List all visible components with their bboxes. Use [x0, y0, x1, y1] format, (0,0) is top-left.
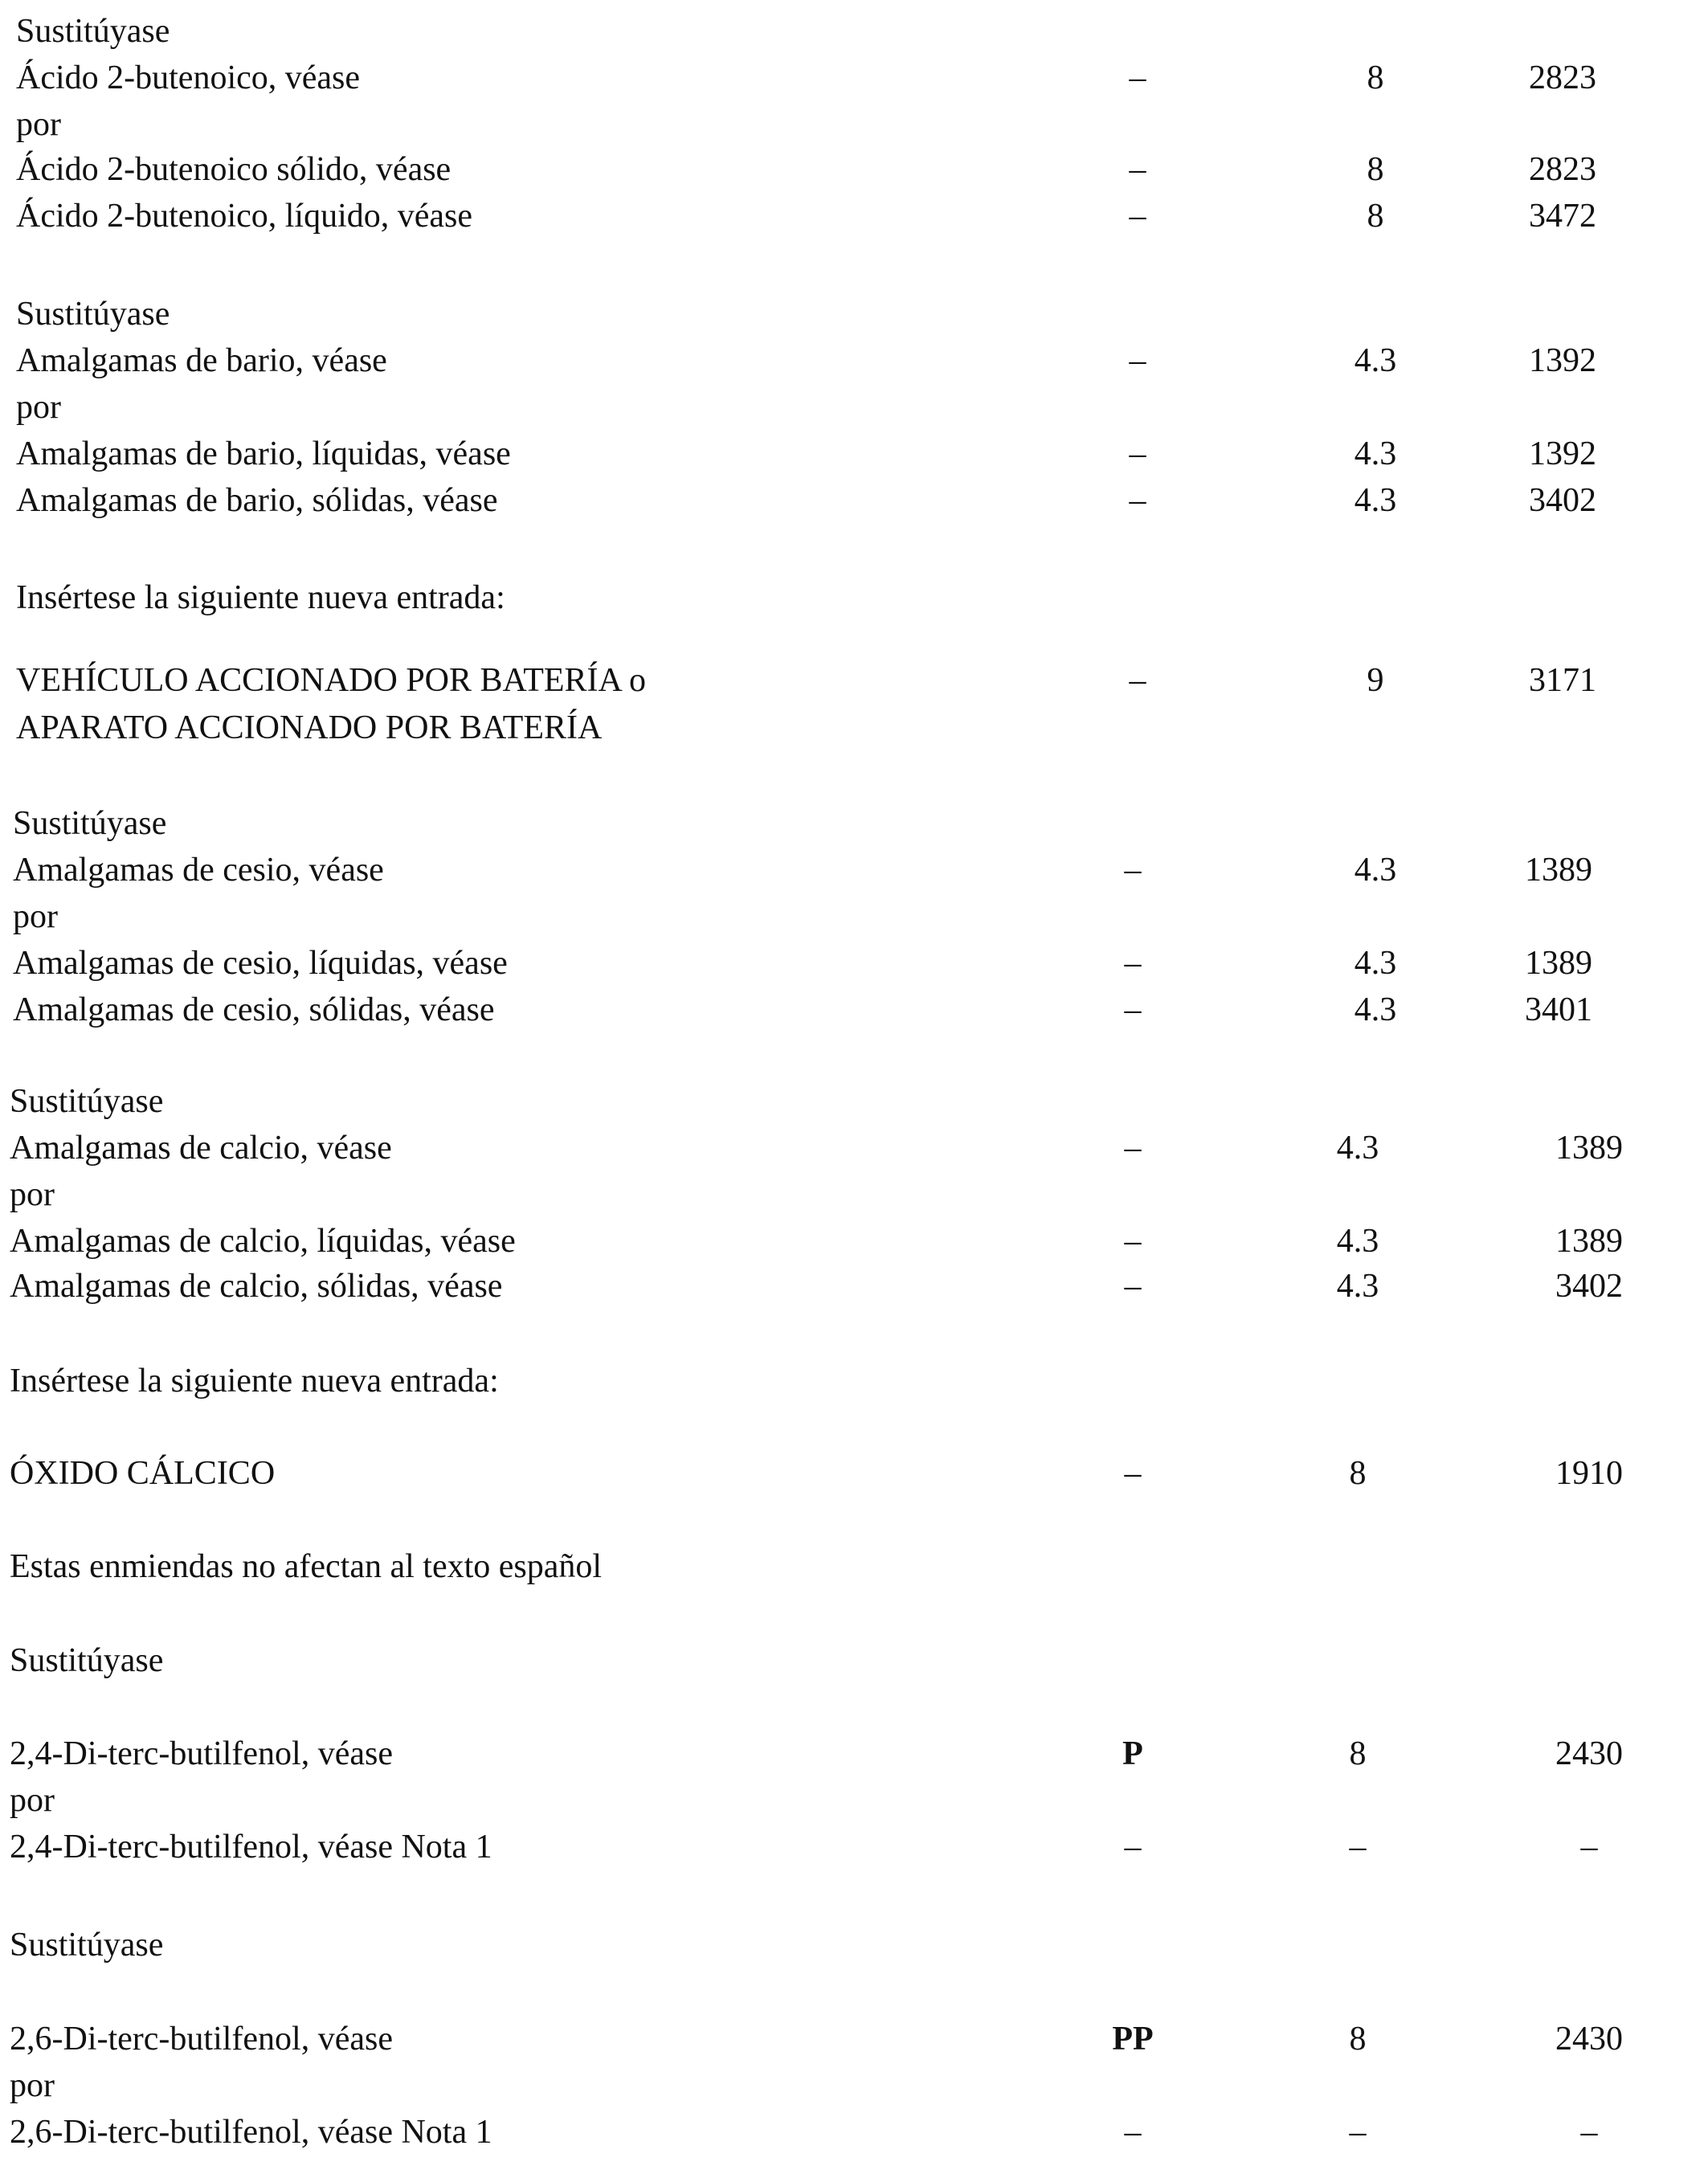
entry-text: 2,6-Di-terc-butilfenol, véase [10, 2021, 393, 2058]
column-mark: PP [1112, 2021, 1154, 2058]
un-number: 2430 [1555, 1735, 1623, 1772]
column-mark: – [1124, 1268, 1142, 1305]
class-number: 4.3 [1336, 1130, 1379, 1167]
entry-text: 2,6-Di-terc-butilfenol, véase Nota 1 [10, 2114, 492, 2151]
entry-text: 2,4-Di-terc-butilfenol, véase Nota 1 [10, 1829, 492, 1866]
un-number: 3171 [1529, 662, 1596, 699]
entry-text: por [10, 1176, 55, 1213]
entry-text: Amalgamas de calcio, líquidas, véase [10, 1223, 516, 1260]
entry-text: Sustitúyase [10, 1083, 164, 1120]
class-number: 4.3 [1354, 852, 1397, 889]
un-number: 1910 [1555, 1455, 1623, 1492]
entry-text: Insértese la siguiente nueva entrada: [16, 579, 505, 616]
class-number: 8 [1349, 1735, 1367, 1772]
column-mark: – [1124, 1130, 1142, 1167]
class-number: 4.3 [1354, 482, 1397, 519]
class-number: 8 [1349, 2021, 1367, 2058]
class-number: 8 [1367, 59, 1384, 96]
entry-text: 2,4-Di-terc-butilfenol, véase [10, 1735, 393, 1772]
entry-text: Insértese la siguiente nueva entrada: [10, 1363, 499, 1400]
entry-text: Amalgamas de cesio, líquidas, véase [13, 945, 508, 982]
entry-text: Ácido 2-butenoico sólido, véase [16, 151, 452, 188]
entry-text: VEHÍCULO ACCIONADO POR BATERÍA o [16, 662, 647, 699]
entry-text: Ácido 2-butenoico, véase [16, 59, 361, 96]
entry-text: por [16, 389, 61, 426]
un-number: 1389 [1525, 945, 1592, 982]
column-mark: – [1124, 1455, 1142, 1492]
entry-text: APARATO ACCIONADO POR BATERÍA [16, 709, 603, 746]
un-number: 2430 [1555, 2021, 1623, 2058]
un-number: 3472 [1529, 198, 1596, 235]
entry-text: Sustitúyase [10, 1642, 164, 1679]
column-mark: – [1129, 151, 1146, 188]
column-mark: – [1124, 1223, 1142, 1260]
class-number: 4.3 [1354, 342, 1397, 379]
un-number: 2823 [1529, 59, 1596, 96]
column-mark: – [1129, 482, 1146, 519]
entry-text: Sustitúyase [10, 1927, 164, 1964]
entry-text: Amalgamas de bario, véase [16, 342, 387, 379]
un-number: 1392 [1529, 435, 1596, 472]
entry-text: por [13, 898, 58, 935]
class-number: 4.3 [1354, 945, 1397, 982]
column-mark: – [1124, 945, 1142, 982]
column-mark: – [1124, 1829, 1142, 1866]
class-number: 4.3 [1354, 991, 1397, 1028]
class-number: 8 [1349, 1455, 1367, 1492]
column-mark: – [1129, 435, 1146, 472]
un-number: 2823 [1529, 151, 1596, 188]
un-number: 3402 [1555, 1268, 1623, 1305]
class-number: 4.3 [1336, 1223, 1379, 1260]
un-number: 1389 [1525, 852, 1592, 889]
entry-text: Amalgamas de bario, líquidas, véase [16, 435, 511, 472]
entry-text: Amalgamas de cesio, sólidas, véase [13, 991, 495, 1028]
column-mark: – [1129, 342, 1146, 379]
class-number: – [1349, 2114, 1367, 2151]
un-number: 1392 [1529, 342, 1596, 379]
entry-text: por [16, 106, 61, 143]
entry-text: Amalgamas de calcio, sólidas, véase [10, 1268, 503, 1305]
entry-text: ÓXIDO CÁLCICO [10, 1455, 276, 1492]
column-mark: – [1129, 59, 1146, 96]
un-number: – [1580, 1829, 1598, 1866]
un-number: 3401 [1525, 991, 1592, 1028]
entry-text: Amalgamas de cesio, véase [13, 852, 384, 889]
class-number: 8 [1367, 151, 1384, 188]
entry-text: Amalgamas de calcio, véase [10, 1130, 392, 1167]
entry-text: Sustitúyase [16, 13, 170, 50]
class-number: – [1349, 1829, 1367, 1866]
entry-text: Estas enmiendas no afectan al texto español [10, 1548, 603, 1585]
entry-text: Ácido 2-butenoico, líquido, véase [16, 198, 473, 235]
column-mark: – [1124, 2114, 1142, 2151]
class-number: 4.3 [1354, 435, 1397, 472]
entry-text: por [10, 1782, 55, 1819]
un-number: 1389 [1555, 1130, 1623, 1167]
entry-text: Sustitúyase [16, 296, 170, 333]
class-number: 8 [1367, 198, 1384, 235]
un-number: 1389 [1555, 1223, 1623, 1260]
column-mark: – [1124, 991, 1142, 1028]
un-number: 3402 [1529, 482, 1596, 519]
column-mark: – [1129, 198, 1146, 235]
column-mark: P [1122, 1735, 1143, 1772]
column-mark: – [1124, 852, 1142, 889]
column-mark: – [1129, 662, 1146, 699]
un-number: – [1580, 2114, 1598, 2151]
class-number: 4.3 [1336, 1268, 1379, 1305]
entry-text: Amalgamas de bario, sólidas, véase [16, 482, 498, 519]
class-number: 9 [1367, 662, 1384, 699]
entry-text: Sustitúyase [13, 805, 167, 842]
entry-text: por [10, 2067, 55, 2104]
